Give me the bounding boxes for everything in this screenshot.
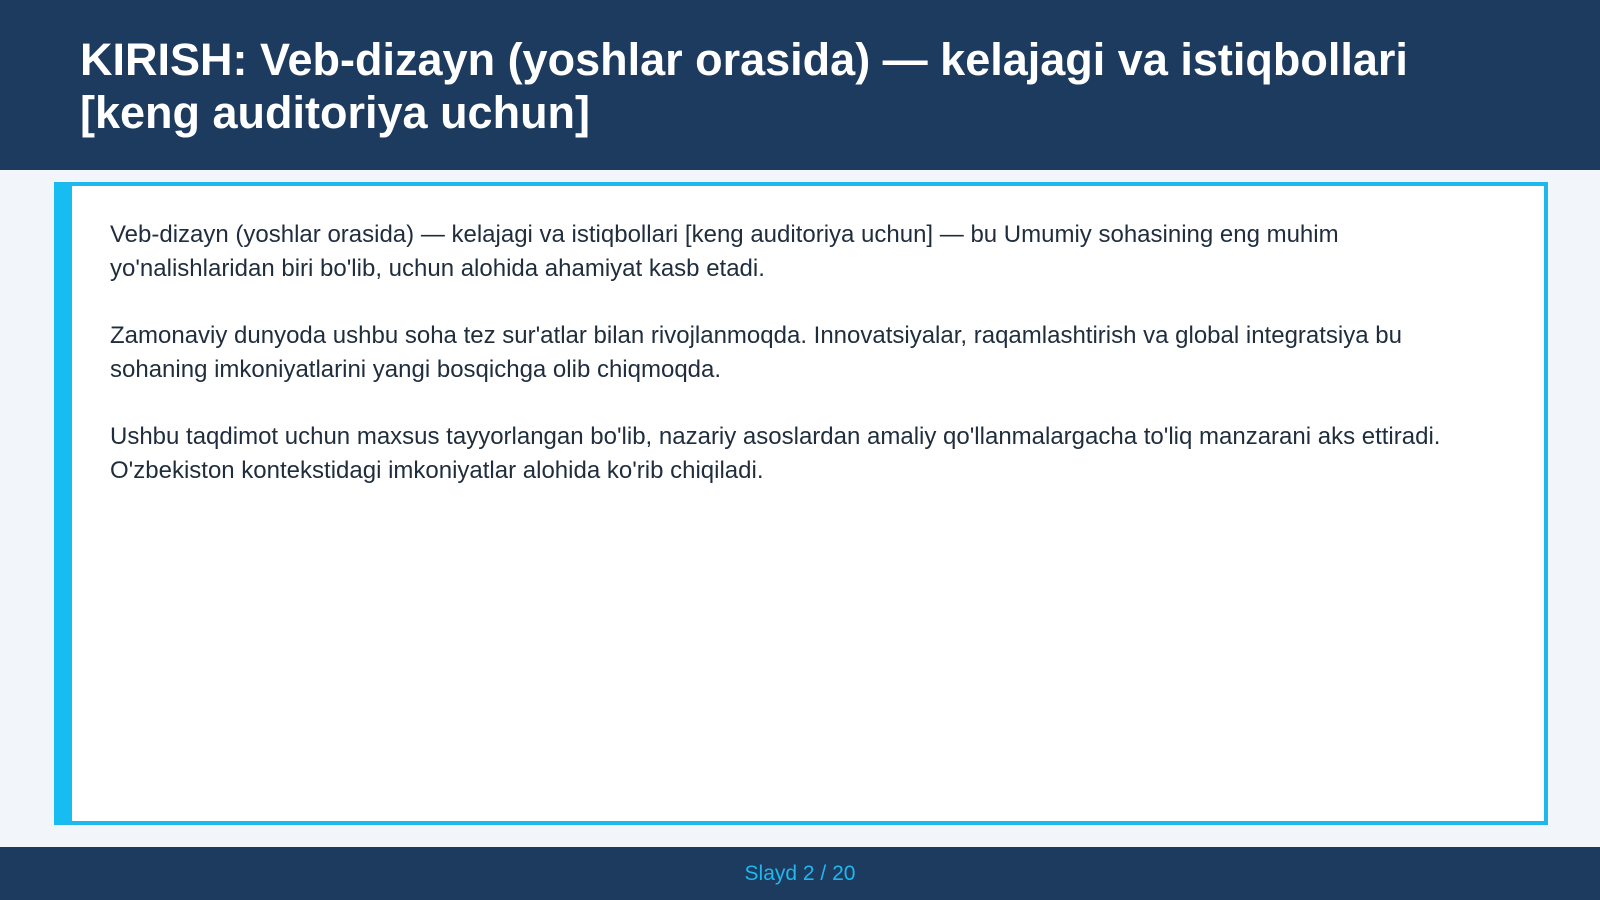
content-card: [54, 182, 1548, 825]
slide-header: [0, 0, 1600, 170]
paragraph-presentation-purpose: Ushbu taqdimot uchun maxsus tayyorlangan bo'lib, nazariy asoslardan amaliy qo'llanmalargacha to'liq manzarani aks ettiradi. O'zbekiston kontekstidagi imkoniyatlar alohida ko'rib chiqiladi.: [110, 423, 1441, 484]
paragraph-intro: Veb-dizayn (yoshlar orasida) — kelajagi va istiqbollari [keng auditoriya uchun] — bu Umumiy sohasining eng muhim yo'nalishlaridan biri bo'lib, uchun alohida ahamiyat kasb etadi.: [110, 221, 1339, 282]
paragraph-modern-world: Zamonaviy dunyoda ushbu soha tez sur'atlar bilan rivojlanmoqda. Innovatsiyalar, raqamlashtirish va global integratsiya bu sohaning imkoniyatlarini yangi bosqichga olib chiqmoqda.: [110, 322, 1402, 383]
slide-footer: [0, 847, 1600, 900]
slide-counter: Slayd 2 / 20: [744, 861, 856, 885]
slide-title: KIRISH: Veb-dizayn (yoshlar orasida) — kelajagi va istiqbollari [keng auditoriya uchun]: [80, 34, 1408, 138]
